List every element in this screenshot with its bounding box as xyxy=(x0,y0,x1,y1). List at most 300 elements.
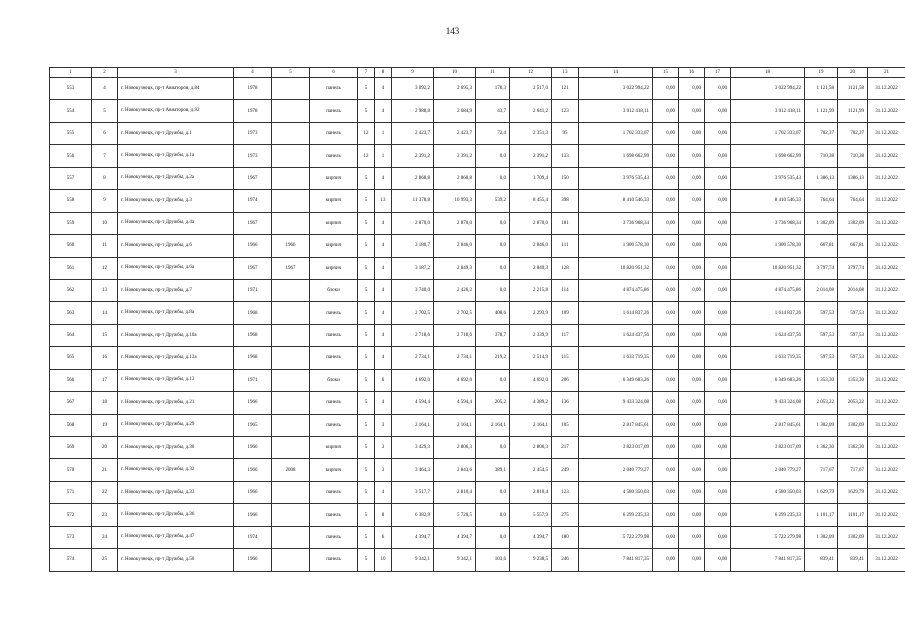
table-cell: 0,00 xyxy=(653,392,679,414)
table-cell: 0,0 xyxy=(476,526,510,548)
table-cell: 4 xyxy=(375,279,392,301)
table-cell: 31.12.2022 xyxy=(868,369,905,391)
table-cell: 4 394,7 xyxy=(510,526,552,548)
table-cell: 0,00 xyxy=(705,414,731,436)
table-cell: 8 410 546,33 xyxy=(579,190,653,212)
address-cell: г. Новокузнецк, пр-т Дружбы, д.47 xyxy=(118,526,234,548)
table-cell: 561 xyxy=(50,257,92,279)
table-cell: 1968 xyxy=(234,302,272,324)
table-cell xyxy=(272,122,310,144)
table-cell: 398 xyxy=(552,190,579,212)
table-cell: 565 xyxy=(50,347,92,369)
table-cell: 2 164,1 xyxy=(476,414,510,436)
table-cell: 597,53 xyxy=(838,347,868,369)
address-cell: г. Новокузнецк, пр-т Дружбы, д.12а xyxy=(118,347,234,369)
table-cell: 1 900 578,30 xyxy=(579,235,653,257)
table-cell: 31.12.2022 xyxy=(868,437,905,459)
table-cell: 31.12.2022 xyxy=(868,414,905,436)
table-cell: 123 xyxy=(552,100,579,122)
table-cell: 5 xyxy=(358,235,375,257)
table-cell: 3 797,74 xyxy=(805,257,838,279)
table-cell: 249 xyxy=(552,459,579,481)
table-cell: 2053,22 xyxy=(838,392,868,414)
table-cell: 109 xyxy=(552,302,579,324)
table-cell: 2 423,7 xyxy=(392,122,434,144)
table-cell: 2 868,8 xyxy=(392,167,434,189)
table-cell: 5 xyxy=(358,549,375,571)
table-cell xyxy=(272,369,310,391)
table-cell: 2 641,2 xyxy=(510,100,552,122)
table-cell: 1 xyxy=(375,145,392,167)
table-cell: 4 580 350,03 xyxy=(731,481,805,503)
table-cell xyxy=(272,167,310,189)
table-cell: 0,00 xyxy=(705,369,731,391)
table-cell: кирпич xyxy=(310,212,358,234)
table-cell: 3 012 418,11 xyxy=(579,100,653,122)
table-cell: 11 378,8 xyxy=(392,190,434,212)
table-cell: 2 846,0 xyxy=(434,235,476,257)
table-cell: 123 xyxy=(552,481,579,503)
table-cell: 8 455,4 xyxy=(510,190,552,212)
column-header: 4 xyxy=(234,68,272,78)
table-cell: 0,00 xyxy=(679,212,705,234)
table-cell: 0,00 xyxy=(705,324,731,346)
table-cell: 3 012 418,11 xyxy=(731,100,805,122)
table-cell: 8 410 546,33 xyxy=(731,190,805,212)
table-cell: 0,00 xyxy=(653,78,679,100)
table-cell: 1966 xyxy=(234,459,272,481)
table-cell: панель xyxy=(310,302,358,324)
table-cell: 8 xyxy=(92,167,118,189)
table-cell: 5 xyxy=(358,347,375,369)
column-header: 6 xyxy=(310,68,358,78)
table-cell: 1 633 719,35 xyxy=(579,347,653,369)
table-cell: 1974 xyxy=(234,190,272,212)
table-cell: 2 718,6 xyxy=(434,324,476,346)
table-cell: 553 xyxy=(50,78,92,100)
table-cell: 6 349 683,26 xyxy=(579,369,653,391)
table-cell: панель xyxy=(310,78,358,100)
table-cell: 1 614 837,26 xyxy=(731,302,805,324)
table-cell: 2 734,1 xyxy=(392,347,434,369)
table-cell: 1 624 437,56 xyxy=(731,324,805,346)
column-header: 12 xyxy=(510,68,552,78)
table-cell: кирпич xyxy=(310,437,358,459)
table-cell: 2 684,9 xyxy=(434,100,476,122)
table-cell: 1968 xyxy=(234,324,272,346)
table-cell xyxy=(272,481,310,503)
table-cell: 0,00 xyxy=(705,549,731,571)
table-cell: панель xyxy=(310,347,358,369)
table-cell: 717,67 xyxy=(805,459,838,481)
table-cell: 3 736 968,34 xyxy=(579,212,653,234)
table-row xyxy=(50,392,905,414)
table-cell: 0,00 xyxy=(705,235,731,257)
table-cell: 764,64 xyxy=(838,190,868,212)
table-cell: 31.12.2022 xyxy=(868,526,905,548)
table-cell: 4 389,2 xyxy=(510,392,552,414)
table-cell: 31.12.2022 xyxy=(868,78,905,100)
table-cell xyxy=(272,302,310,324)
table-cell: 3 xyxy=(375,437,392,459)
table-cell: 0,00 xyxy=(679,100,705,122)
table-cell: 2 817 845,61 xyxy=(579,414,653,436)
address-cell: г. Новокузнецк, пр-т Дружбы, д.6а xyxy=(118,257,234,279)
table-cell: 2 718,6 xyxy=(392,324,434,346)
table-cell: 4 580 350,03 xyxy=(579,481,653,503)
table-cell: 5 720,5 xyxy=(434,504,476,526)
table-cell: 31.12.2022 xyxy=(868,392,905,414)
housing-table xyxy=(49,67,905,572)
table-cell: 3 xyxy=(375,459,392,481)
table-cell: 2 215,8 xyxy=(510,279,552,301)
table-cell: 13 xyxy=(92,279,118,301)
table-cell: 0,00 xyxy=(653,459,679,481)
table-cell: 31.12.2022 xyxy=(868,279,905,301)
table-cell: 0,00 xyxy=(679,459,705,481)
table-cell: 0,00 xyxy=(679,167,705,189)
table-cell: 5 xyxy=(358,369,375,391)
table-row xyxy=(50,324,905,346)
table-cell: 667,81 xyxy=(805,235,838,257)
table-cell: 0,0 xyxy=(476,504,510,526)
table-cell: 1 101,17 xyxy=(805,504,838,526)
table-row xyxy=(50,526,905,548)
table-cell: 5 xyxy=(358,257,375,279)
address-cell: г. Новокузнецк, пр-т Дружбы, д.13 xyxy=(118,369,234,391)
table-cell: 3 022 994,22 xyxy=(579,78,653,100)
table-cell: 1967 xyxy=(272,257,310,279)
table-cell: 31.12.2022 xyxy=(868,122,905,144)
table-body xyxy=(50,78,905,572)
table-cell: 178,3 xyxy=(476,78,510,100)
table-cell: 0,00 xyxy=(653,190,679,212)
table-cell: 2 810,4 xyxy=(510,481,552,503)
table-cell: 0,0 xyxy=(476,235,510,257)
address-cell: г. Новокузнецк, пр-т Дружбы, д.8а xyxy=(118,302,234,324)
address-cell: г. Новокузнецк, пр-т Авиаторов, д.84 xyxy=(118,78,234,100)
table-cell: 2 734,1 xyxy=(434,347,476,369)
table-cell: 43,7 xyxy=(476,100,510,122)
table-cell: 4 594,4 xyxy=(392,392,434,414)
table-cell: 3 976 535,43 xyxy=(731,167,805,189)
table-cell xyxy=(272,145,310,167)
table-cell: 2008 xyxy=(272,459,310,481)
table-cell: панель xyxy=(310,392,358,414)
table-cell: 1966 xyxy=(234,504,272,526)
table-cell: 114 xyxy=(552,279,579,301)
table-cell: 7 841 817,35 xyxy=(731,549,805,571)
table-cell: блоки xyxy=(310,369,358,391)
table-cell: 121 xyxy=(552,78,579,100)
table-cell: 0,00 xyxy=(653,481,679,503)
table-cell: 1302,09 xyxy=(838,526,868,548)
table-cell: 4 xyxy=(375,100,392,122)
table-cell: 1 698 662,99 xyxy=(579,145,653,167)
table-cell: 4 594,4 xyxy=(434,392,476,414)
table-cell: 6 382,9 xyxy=(392,504,434,526)
table-cell: 5 xyxy=(358,414,375,436)
table-cell: 0,00 xyxy=(679,347,705,369)
column-header: 8 xyxy=(375,68,392,78)
table-cell: 573 xyxy=(50,526,92,548)
table-cell: 180 xyxy=(552,526,579,548)
table-cell: 2 164,1 xyxy=(434,414,476,436)
table-cell: 1965 xyxy=(234,414,272,436)
table-cell: 6 299 235,33 xyxy=(731,504,805,526)
table-cell: 0,0 xyxy=(476,167,510,189)
table-cell: 0,00 xyxy=(705,437,731,459)
table-cell xyxy=(272,190,310,212)
table-cell: 1968 xyxy=(234,347,272,369)
table-cell: панель xyxy=(310,414,358,436)
table-cell: 3 092,2 xyxy=(392,78,434,100)
table-cell: 1 121,58 xyxy=(805,78,838,100)
table-cell: 597,53 xyxy=(838,324,868,346)
table-cell: 3 022 994,22 xyxy=(731,78,805,100)
table-cell: 0,00 xyxy=(679,122,705,144)
table-cell: 31.12.2022 xyxy=(868,235,905,257)
table-cell: 150 xyxy=(552,167,579,189)
column-header: 20 xyxy=(838,68,868,78)
table-row xyxy=(50,212,905,234)
table-cell: 1 121,99 xyxy=(805,100,838,122)
table-cell: 2 426,2 xyxy=(434,279,476,301)
table-cell: 1 302,09 xyxy=(805,414,838,436)
table-cell xyxy=(272,504,310,526)
table-cell: 1973 xyxy=(234,122,272,144)
table-cell: 7 xyxy=(92,145,118,167)
column-header: 5 xyxy=(272,68,310,78)
table-cell: 4 692,0 xyxy=(510,369,552,391)
table-cell: 1386,13 xyxy=(838,167,868,189)
table-cell: 1 702 333,67 xyxy=(731,122,805,144)
column-header: 7 xyxy=(358,68,375,78)
table-cell: 3 976 535,43 xyxy=(579,167,653,189)
table-cell: 13 xyxy=(375,190,392,212)
table-cell: 2 810,4 xyxy=(434,481,476,503)
table-cell: 710,38 xyxy=(838,145,868,167)
table-cell: 1 302,09 xyxy=(805,212,838,234)
table-cell: 0,00 xyxy=(679,369,705,391)
table-row xyxy=(50,279,905,301)
table-cell: 1967 xyxy=(234,212,272,234)
table-cell xyxy=(272,526,310,548)
table-cell: 5 xyxy=(358,212,375,234)
table-cell: 9 433 324,08 xyxy=(579,392,653,414)
column-header: 11 xyxy=(476,68,510,78)
table-cell: 31.12.2022 xyxy=(868,302,905,324)
table-cell: 0,00 xyxy=(679,549,705,571)
address-cell: г. Новокузнецк, пр-т Дружбы, д.50 xyxy=(118,549,234,571)
table-cell: 572 xyxy=(50,504,92,526)
column-header: 19 xyxy=(805,68,838,78)
table-cell: 0,00 xyxy=(679,324,705,346)
table-cell: 5 557,9 xyxy=(510,504,552,526)
table-cell xyxy=(272,78,310,100)
table-cell: 246 xyxy=(552,549,579,571)
table-cell: 2 423,7 xyxy=(434,122,476,144)
table-cell: 1966 xyxy=(234,481,272,503)
table-cell: 559 xyxy=(50,212,92,234)
table-cell: 10 xyxy=(92,212,118,234)
table-cell: 12 xyxy=(92,257,118,279)
table-cell: 1 624 437,56 xyxy=(579,324,653,346)
table-cell xyxy=(272,549,310,571)
table-cell: 1966 xyxy=(234,392,272,414)
table-cell: 1967 xyxy=(234,257,272,279)
table-cell: 14 xyxy=(92,302,118,324)
table-cell: 0,00 xyxy=(653,504,679,526)
table-cell: 0,00 xyxy=(653,369,679,391)
column-header: 15 xyxy=(653,68,679,78)
address-cell: г. Новокузнецк, пр-т Дружбы, д.21 xyxy=(118,392,234,414)
header-row xyxy=(50,68,905,78)
table-cell: 4 xyxy=(375,324,392,346)
table-cell: 0,00 xyxy=(653,167,679,189)
address-cell: г. Новокузнецк, пр-т Дружбы, д.1 xyxy=(118,122,234,144)
table-cell: 4 xyxy=(375,235,392,257)
table-cell: 0,0 xyxy=(476,257,510,279)
table-cell: 0,00 xyxy=(705,347,731,369)
table-cell: 0,00 xyxy=(679,526,705,548)
table-cell: 567 xyxy=(50,392,92,414)
address-cell: г. Новокузнецк, пр-т Дружбы, д.33 xyxy=(118,481,234,503)
table-cell: 3 180,7 xyxy=(392,235,434,257)
table-cell: 6 299 235,33 xyxy=(579,504,653,526)
table-cell: 0,00 xyxy=(705,257,731,279)
table-cell: 4 394,7 xyxy=(434,526,476,548)
table-cell: панель xyxy=(310,549,358,571)
table-cell: 569 xyxy=(50,437,92,459)
table-cell: 0,00 xyxy=(705,302,731,324)
table-cell: 0,00 xyxy=(705,212,731,234)
table-cell: 1973 xyxy=(234,145,272,167)
table-cell: 0,00 xyxy=(653,122,679,144)
table-cell: 0,0 xyxy=(476,279,510,301)
table-cell: 566 xyxy=(50,369,92,391)
table-cell: 2 040 779,27 xyxy=(579,459,653,481)
table-cell: 1966 xyxy=(234,437,272,459)
table-cell: 1 302,09 xyxy=(805,526,838,548)
table-cell: 555 xyxy=(50,122,92,144)
table-cell: 0,00 xyxy=(705,279,731,301)
column-header: 13 xyxy=(552,68,579,78)
table-cell: 4 692,0 xyxy=(392,369,434,391)
table-cell: 1362,30 xyxy=(838,437,868,459)
table-cell: 1 353,30 xyxy=(805,369,838,391)
table-cell: 10 820 951,32 xyxy=(731,257,805,279)
table-row xyxy=(50,302,905,324)
column-header: 14 xyxy=(579,68,653,78)
table-cell: 1 900 578,30 xyxy=(731,235,805,257)
column-header: 18 xyxy=(731,68,805,78)
address-cell: г. Новокузнецк, пр-т Дружбы, д.32 xyxy=(118,459,234,481)
table-row xyxy=(50,369,905,391)
table-cell: панель xyxy=(310,145,358,167)
address-cell: г. Новокузнецк, пр-т Дружбы, д.3 xyxy=(118,190,234,212)
table-cell: 2 339,9 xyxy=(510,324,552,346)
table-cell: 2 293,9 xyxy=(510,302,552,324)
table-cell: 1629,79 xyxy=(838,481,868,503)
table-cell: 6 xyxy=(92,122,118,144)
table-cell: 0,00 xyxy=(679,235,705,257)
table-cell: 570 xyxy=(50,459,92,481)
table-cell: 2 391,2 xyxy=(392,145,434,167)
column-header: 17 xyxy=(705,68,731,78)
table-cell: 5 722 279,98 xyxy=(579,526,653,548)
table-cell: 17 xyxy=(92,369,118,391)
table-cell: 0,00 xyxy=(653,347,679,369)
table-cell: 11 xyxy=(92,235,118,257)
table-cell: 5 xyxy=(358,167,375,189)
page-number: 143 xyxy=(445,26,460,36)
table-cell: 31.12.2022 xyxy=(868,324,905,346)
table-row xyxy=(50,167,905,189)
table-cell: 564 xyxy=(50,324,92,346)
table-cell: 1967 xyxy=(234,167,272,189)
table-cell: 557 xyxy=(50,167,92,189)
table-cell: 133 xyxy=(552,145,579,167)
table-cell: 0,00 xyxy=(679,257,705,279)
table-cell: 4 xyxy=(375,212,392,234)
table-cell: 2 695,3 xyxy=(434,78,476,100)
table-cell: 0,00 xyxy=(653,145,679,167)
table-cell: 2 391,2 xyxy=(434,145,476,167)
table-cell: 181 xyxy=(552,212,579,234)
table-cell: 597,53 xyxy=(805,302,838,324)
table-cell: панель xyxy=(310,481,358,503)
table-cell: 0,00 xyxy=(653,257,679,279)
table-cell: 3 823 017,09 xyxy=(731,437,805,459)
table-cell: 217 xyxy=(552,437,579,459)
table-cell: 0,00 xyxy=(705,145,731,167)
table-cell: 0,00 xyxy=(705,78,731,100)
table-cell: 5 xyxy=(358,481,375,503)
table-cell: 31.12.2022 xyxy=(868,100,905,122)
table-cell: 667,81 xyxy=(838,235,868,257)
table-cell: 20 xyxy=(92,437,118,459)
table-cell: кирпич xyxy=(310,235,358,257)
table-cell: 2 870,0 xyxy=(434,212,476,234)
table-cell: 12 xyxy=(358,145,375,167)
table-cell: 128 xyxy=(552,257,579,279)
table-cell: 1353,30 xyxy=(838,369,868,391)
table-cell xyxy=(272,100,310,122)
table-cell: 3 187,2 xyxy=(392,257,434,279)
table-cell: 31.12.2022 xyxy=(868,212,905,234)
table-cell: 3 823 017,09 xyxy=(579,437,653,459)
table-cell: 1 xyxy=(375,122,392,144)
table-cell: панель xyxy=(310,526,358,548)
table-cell: 702,37 xyxy=(838,122,868,144)
table-cell: 5 xyxy=(358,437,375,459)
table-cell xyxy=(272,437,310,459)
table-cell: панель xyxy=(310,324,358,346)
table-cell: 4 xyxy=(375,392,392,414)
table-cell: 562 xyxy=(50,279,92,301)
table-cell: 0,00 xyxy=(679,481,705,503)
table-cell: 9 342,1 xyxy=(392,549,434,571)
table-cell: 3 740,0 xyxy=(392,279,434,301)
table-row xyxy=(50,549,905,571)
table-cell: 105 xyxy=(552,414,579,436)
table-cell: 31.12.2022 xyxy=(868,481,905,503)
address-cell: г. Новокузнецк, пр-т Дружбы, д.30 xyxy=(118,437,234,459)
table-cell: 539,2 xyxy=(476,190,510,212)
table-cell: 6 xyxy=(375,526,392,548)
column-header: 21 xyxy=(868,68,905,78)
